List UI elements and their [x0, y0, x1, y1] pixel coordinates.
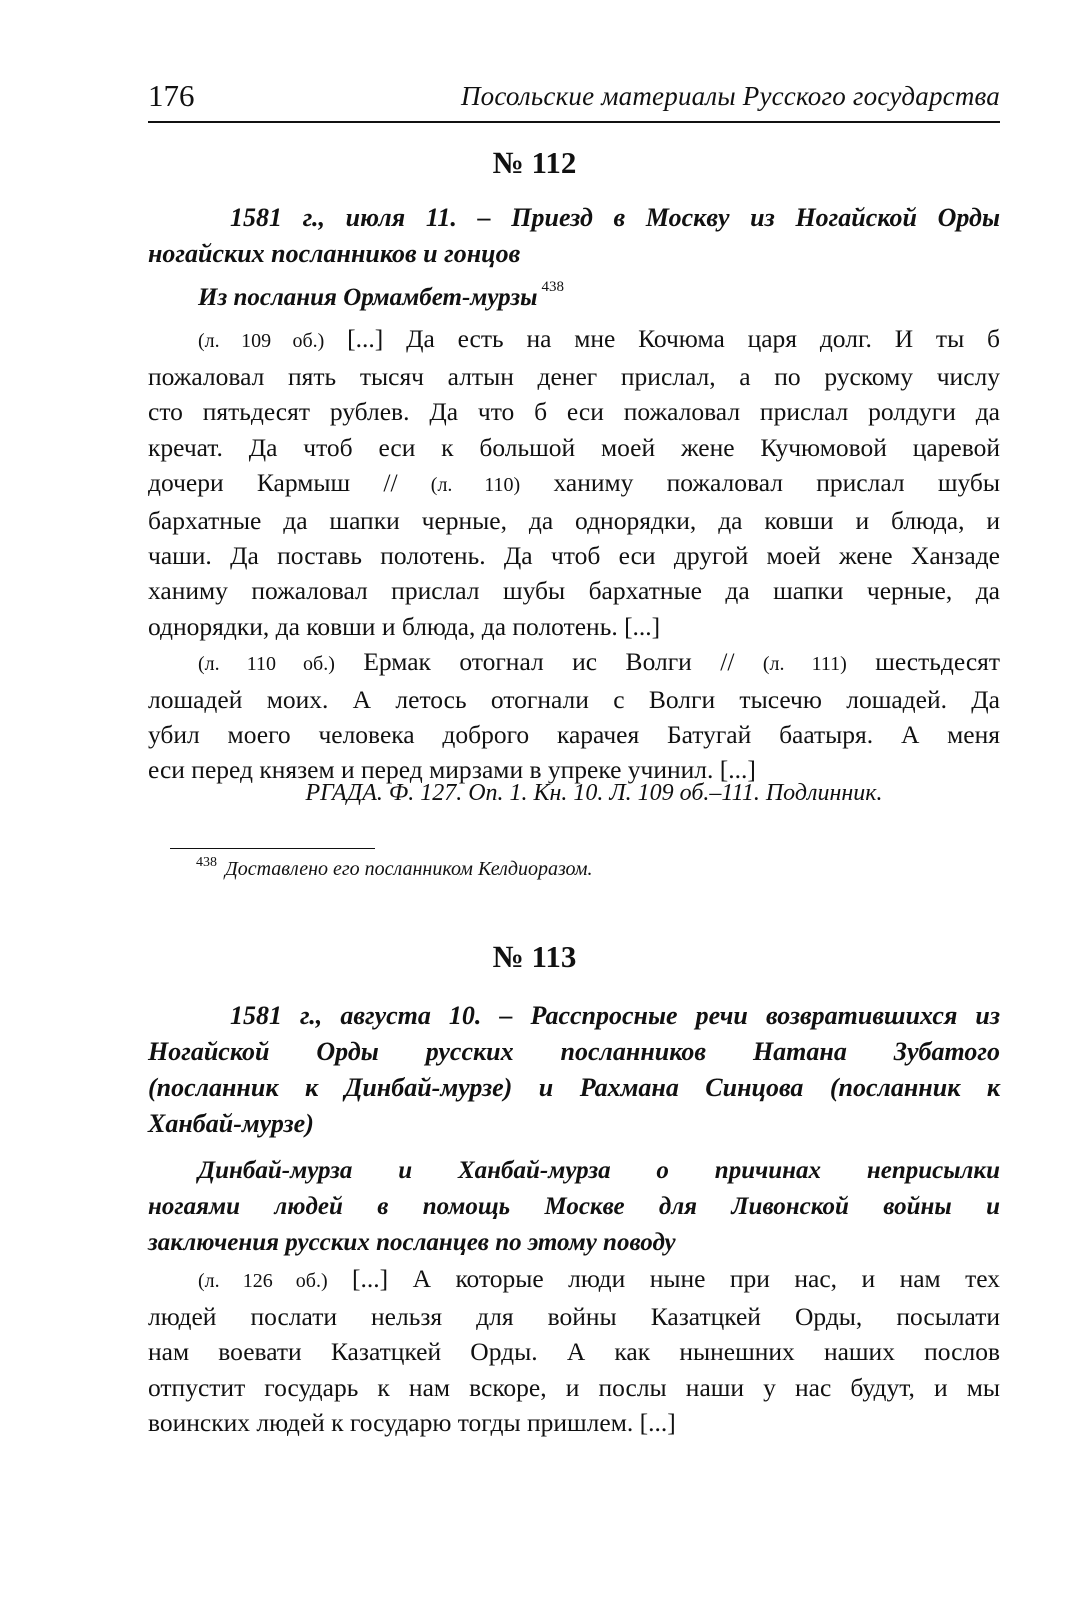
text-line: лошадей моих. А летось отогнали с Волги тысечю лошадей. Да [148, 685, 1000, 715]
text-line [148, 321, 1000, 359]
running-head [148, 76, 1000, 116]
footnote-rule [170, 848, 375, 849]
text-line: однорядки, да ковши и блюда, да полотень. [...] [148, 611, 661, 641]
text-run: ханиму пожаловал прислал шубы [520, 467, 1000, 497]
text-line [148, 1261, 1000, 1299]
folio-reference: (л. 110) [430, 473, 521, 496]
text-line: пожаловал пять тысяч алтын денег прислал, а по рускому числу [148, 362, 1000, 392]
footnote-438 [196, 854, 996, 884]
document-number-112: № 112 [492, 145, 577, 180]
document-heading-112 [148, 200, 1000, 272]
heading-line: 1581 г., июля 11. – Приезд в Москву из Ногайской Орды [230, 203, 1000, 232]
folio-reference: (л. 126 об.) [198, 1270, 328, 1292]
text-run: [...] А которые люди ныне при нас, и нам тех [327, 1264, 1000, 1293]
running-title: Посольские материалы Русского государства [460, 81, 1000, 111]
document-subheading-113 [148, 1153, 1000, 1261]
document-subheading-112 [148, 280, 1000, 316]
document-text-113 [148, 1261, 1000, 1440]
footnote-reference: 438 [541, 279, 564, 295]
footnote-text: Доставлено его посланником Келдиоразом. [225, 858, 593, 880]
footnote-mark: 438 [196, 855, 217, 870]
text-line: ханиму пожаловал прислал шубы бархатные да шапки черные, да [148, 576, 1000, 606]
text-run: [...] Да есть на мне Кочюма царя долг. И ты б [347, 324, 1000, 353]
document-heading-113 [148, 998, 1000, 1142]
folio-reference: (л. 110 об.) [198, 652, 335, 675]
page-number: 176 [148, 78, 195, 113]
header-rule [148, 121, 1000, 123]
heading-line: ногайских посланников и гонцов [148, 239, 521, 268]
text-line: убил моего человека доброго карачея Батугай баатыря. А меня [148, 720, 1000, 750]
text-line [148, 465, 1000, 503]
text-line: людей послати нельзя для войны Казатцкей Орды, посылати [148, 1302, 1000, 1332]
heading-line: Ногайской Орды русских посланников Натана Зубатого [148, 1037, 1000, 1066]
heading-line: 1581 г., августа 10. – Расспросные речи возвратившихся из [230, 1001, 1000, 1030]
text-line [148, 644, 1000, 682]
text-line: бархатные да шапки черные, да однорядки, да ковши и блюда, и [148, 506, 1000, 536]
text-line: чаши. Да поставь полотень. Да чтоб еси другой моей жене Ханзаде [148, 541, 1000, 571]
archival-source: РГАДА. Ф. 127. Оп. 1. Кн. 10. Л. 109 об.–111. Подлинник. [305, 780, 883, 806]
text-line: сто пятьдесят рублев. Да что б еси пожаловал прислал ролдуги да [148, 397, 1000, 427]
document-text-112 [148, 321, 1000, 788]
subheading-text: Из послания Ормамбет-мурзы [198, 284, 538, 311]
text-line: воинских людей к государю тогды пришлем. [...] [148, 1407, 676, 1437]
text-run: дочери Кармыш // [148, 467, 431, 497]
text-line: еси перед князем и перед мирзами в упреке учинил. [...] [148, 755, 756, 785]
text-line: кречат. Да чтоб еси к большой моей жене Кучюмовой царевой [148, 432, 1000, 462]
folio-reference: (л. 111) [762, 652, 847, 675]
text-run: шестьдесят [846, 646, 1001, 676]
heading-line: Ханбай-мурзе) [148, 1109, 314, 1138]
subheading-line: ногаями людей в помощь Москве для Ливонской войны и [148, 1193, 1000, 1220]
text-run: Ермак отогнал ис Волги // [334, 646, 763, 676]
heading-line: (посланник к Динбай-мурзе) и Рахмана Синцова (посланник к [148, 1073, 1000, 1102]
text-line: отпустит государь к нам вскоре, и послы наши у нас будут, и мы [148, 1372, 1000, 1402]
subheading-line: заключения русских посланцев по этому поводу [148, 1229, 676, 1256]
subheading-line: Динбай-мурза и Ханбай-мурза о причинах неприсылки [198, 1157, 1000, 1184]
document-number-113: № 113 [492, 939, 577, 974]
text-line: нам воевати Казатцкей Орды. А как нынешних наших послов [148, 1337, 1000, 1367]
folio-reference: (л. 109 об.) [198, 330, 325, 352]
